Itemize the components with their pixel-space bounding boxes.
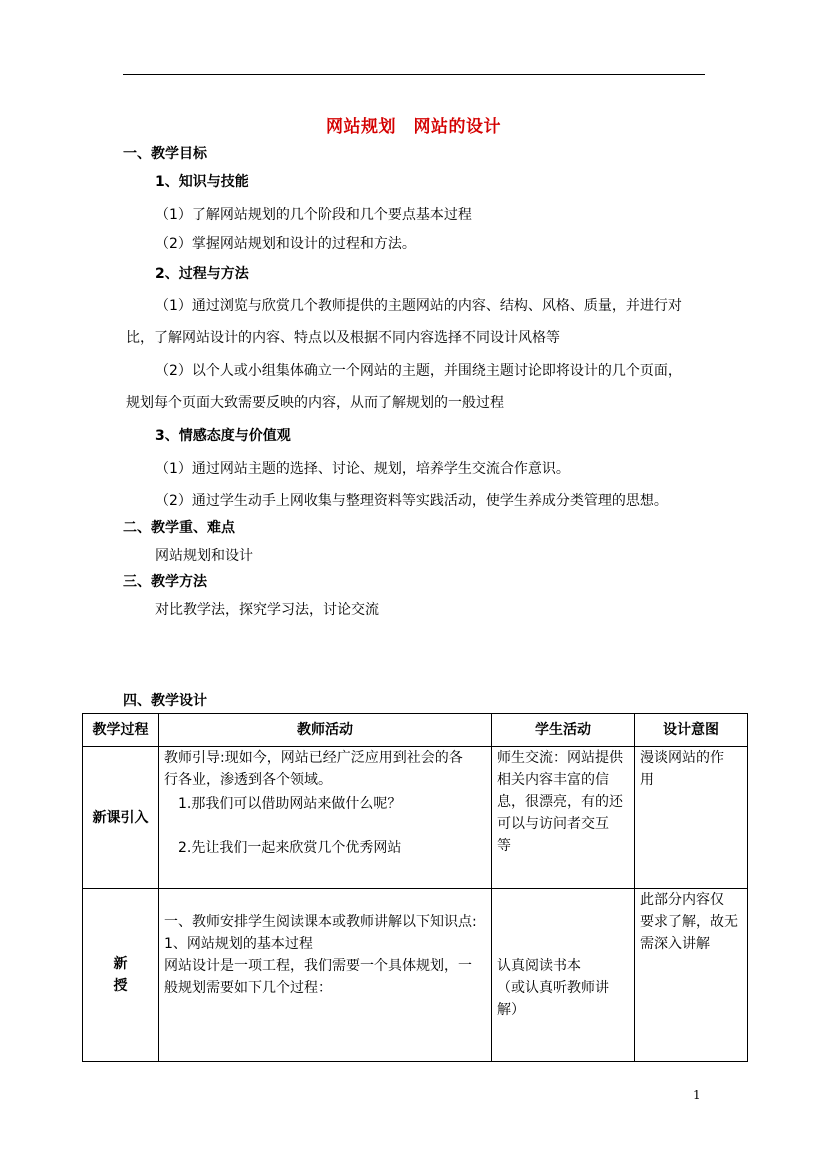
header-stage: 教学过程 (83, 714, 159, 747)
stage-cell: 新课引入 (83, 747, 159, 889)
student-text-line: 等 (497, 838, 511, 854)
blank-line (497, 933, 629, 955)
header-rule (123, 74, 705, 75)
blank-line (497, 889, 629, 911)
intent-text-line: 要求了解，故无 (640, 914, 738, 930)
student-text-line: 相关内容丰富的信 (497, 772, 609, 788)
emotion-item-1: （1）通过网站主题的选择、讨论、规划，培养学生交流合作意识。 (155, 461, 570, 477)
stage-text-line: 新 (113, 956, 128, 972)
teacher-activity-cell (159, 889, 492, 1062)
stage-text-line: 授 (113, 978, 128, 994)
goals-heading: 一、教学目标 (123, 146, 207, 162)
table-row (83, 747, 748, 889)
teacher-text-line: 行各业，渗透到各个领域。 (164, 772, 332, 788)
method-text: 对比教学法，探究学习法，讨论交流 (155, 602, 379, 618)
knowledge-item-2: （2）掌握网站规划和设计的过程和方法。 (155, 236, 416, 252)
header-teacher: 教师活动 (159, 714, 492, 747)
intent-cell (635, 889, 748, 1062)
intent-text-line: 用 (640, 772, 654, 788)
table-header-row (83, 714, 748, 747)
intent-text-line: 需深入讲解 (640, 936, 710, 952)
emotion-heading: 3、情感态度与价值观 (155, 428, 291, 444)
student-text-line: 可以与访问者交互 (497, 816, 609, 832)
student-text-line: 认真阅读书本 (497, 958, 581, 974)
stage-cell (83, 889, 159, 1062)
student-text-line: （或认真听教师讲 (497, 980, 609, 996)
student-text-line: 息，很漂亮，有的还 (497, 794, 623, 810)
intent-cell (635, 747, 748, 889)
blank-line (497, 911, 629, 933)
student-text-line: 解） (497, 1002, 525, 1018)
student-text-line: 师生交流：网站提供 (497, 750, 623, 766)
teacher-activity-cell (159, 747, 492, 889)
student-activity-cell (492, 747, 635, 889)
page-number: 1 (693, 1088, 701, 1102)
emotion-item-2: （2）通过学生动手上网收集与整理资料等实践活动，使学生养成分类管理的思想。 (155, 493, 668, 509)
process-item-2-line2: 规划每个页面大致需要反映的内容，从而了解规划的一般过程 (126, 395, 504, 411)
teacher-text-line: 一、教师安排学生阅读课本或教师讲解以下知识点: (164, 914, 477, 930)
teaching-design-table (82, 713, 748, 1062)
blank-line (164, 815, 486, 837)
key-points-text: 网站规划和设计 (155, 548, 253, 564)
teacher-text-line: 教师引导:现如今，网站已经广泛应用到社会的各 (164, 750, 463, 766)
header-student: 学生活动 (492, 714, 635, 747)
knowledge-heading: 1、知识与技能 (155, 174, 249, 190)
teacher-text-line: 2.先让我们一起来欣赏几个优秀网站 (178, 840, 402, 856)
blank-line (164, 889, 486, 911)
design-heading: 四、教学设计 (123, 693, 207, 709)
teacher-text-line: 般规划需要如下几个过程： (164, 980, 332, 996)
process-heading: 2、过程与方法 (155, 266, 249, 282)
teacher-text-line: 1.那我们可以借助网站来做什么呢？ (178, 796, 402, 812)
knowledge-item-1: （1）了解网站规划的几个阶段和几个要点基本过程 (155, 207, 472, 223)
document-title: 网站规划 网站的设计 (326, 117, 501, 137)
table-row (83, 889, 748, 1062)
intent-text-line: 漫谈网站的作 (640, 750, 724, 766)
process-item-2-line1: （2）以个人或小组集体确立一个网站的主题，并围绕主题讨论即将设计的几个页面， (155, 363, 682, 379)
header-intent: 设计意图 (635, 714, 748, 747)
teacher-text-line: 1、网站规划的基本过程 (164, 936, 313, 952)
process-item-1-line2: 比，了解网站设计的内容、特点以及根据不同内容选择不同设计风格等 (126, 330, 560, 346)
student-activity-cell (492, 889, 635, 1062)
method-heading: 三、教学方法 (123, 574, 207, 590)
process-item-1-line1: （1）通过浏览与欣赏几个教师提供的主题网站的内容、结构、风格、质量，并进行对 (155, 298, 682, 314)
key-points-heading: 二、教学重、难点 (123, 520, 235, 536)
intent-text-line: 此部分内容仅 (640, 892, 724, 908)
teacher-text-line: 网站设计是一项工程，我们需要一个具体规划，一 (164, 958, 472, 974)
